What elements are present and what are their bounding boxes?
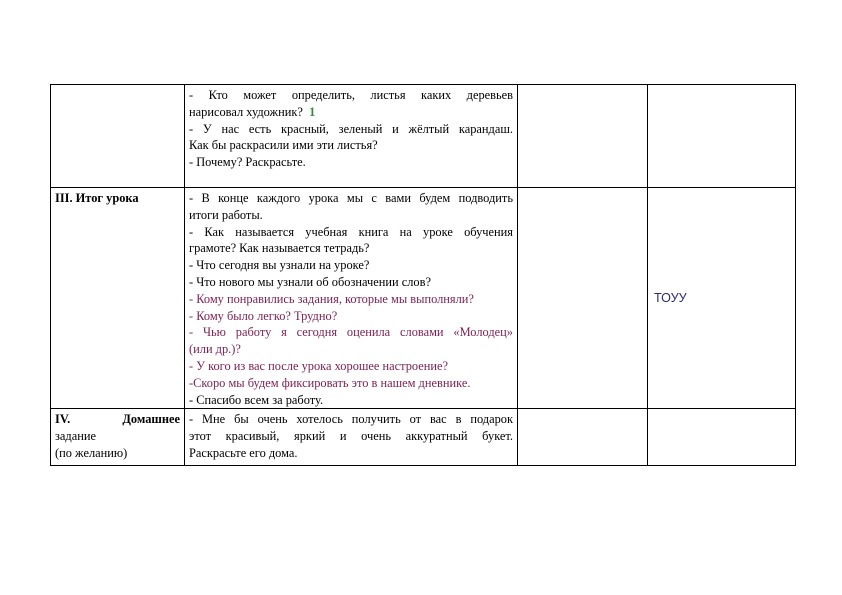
activity-line: грамоте? Как называется тетрадь?	[189, 241, 370, 256]
table-row	[51, 188, 796, 409]
activity-cell	[185, 188, 518, 409]
empty-cell	[518, 85, 648, 188]
activity-line: - Кому было легко? Трудно?	[189, 308, 338, 323]
activity-line: Раскрасьте его дома.	[189, 445, 298, 460]
empty-cell	[648, 409, 796, 466]
stage-title: IV. Домашнее	[55, 412, 180, 427]
slide-number-marker: 1	[309, 104, 316, 119]
table-row	[51, 85, 796, 188]
activity-line: - Что нового мы узнали об обозначении слов?	[189, 274, 431, 289]
activity-line: Как бы раскрасили ими эти листья?	[189, 138, 378, 153]
activity-line: - В конце каждого урока мы с вами будем подводить	[189, 191, 513, 205]
uud-label: ТОУУ	[654, 291, 687, 305]
activity-line: -Скоро мы будем фиксировать это в нашем дневнике.	[189, 375, 471, 390]
activity-line: - У кого из вас после урока хорошее настроение?	[189, 358, 449, 373]
stage-cell	[51, 188, 185, 409]
activity-line: - Кто может определить, листья каких деревьев	[189, 88, 513, 102]
empty-cell	[518, 188, 648, 409]
activity-line: - Что сегодня вы узнали на уроке?	[189, 258, 370, 273]
activity-line: - У нас есть красный, зеленый и жёлтый карандаш.	[189, 121, 513, 136]
activity-line: - Как называется учебная книга на уроке обучения	[189, 224, 513, 239]
stage-cell	[51, 85, 185, 188]
activity-line: - Почему? Раскрасьте.	[189, 155, 306, 170]
activity-line: - Кому понравились задания, которые мы выполняли?	[189, 291, 474, 306]
activity-line: нарисовал художник? 1	[189, 104, 316, 119]
stage-title: III. Итог урока	[55, 191, 139, 205]
stage-title-line: задание	[55, 429, 96, 444]
lesson-plan-table	[50, 84, 796, 466]
activity-cell	[185, 409, 518, 466]
empty-cell	[518, 409, 648, 466]
activity-line: - Чью работу я сегодня оценила словами «Молодец»	[189, 325, 513, 340]
activity-line: итоги работы.	[189, 207, 263, 222]
activity-line: этот красивый, яркий и очень аккуратный букет.	[189, 429, 513, 444]
activity-line: - Мне бы очень хотелось получить от вас в подарок	[189, 412, 513, 427]
stage-cell	[51, 409, 185, 466]
uud-cell	[648, 188, 796, 409]
activity-cell	[185, 85, 518, 188]
stage-title-line: (по желанию)	[55, 445, 128, 460]
activity-line: (или др.)?	[189, 342, 241, 357]
table-row	[51, 409, 796, 466]
activity-line: - Спасибо всем за работу.	[189, 392, 324, 407]
empty-cell	[648, 85, 796, 188]
